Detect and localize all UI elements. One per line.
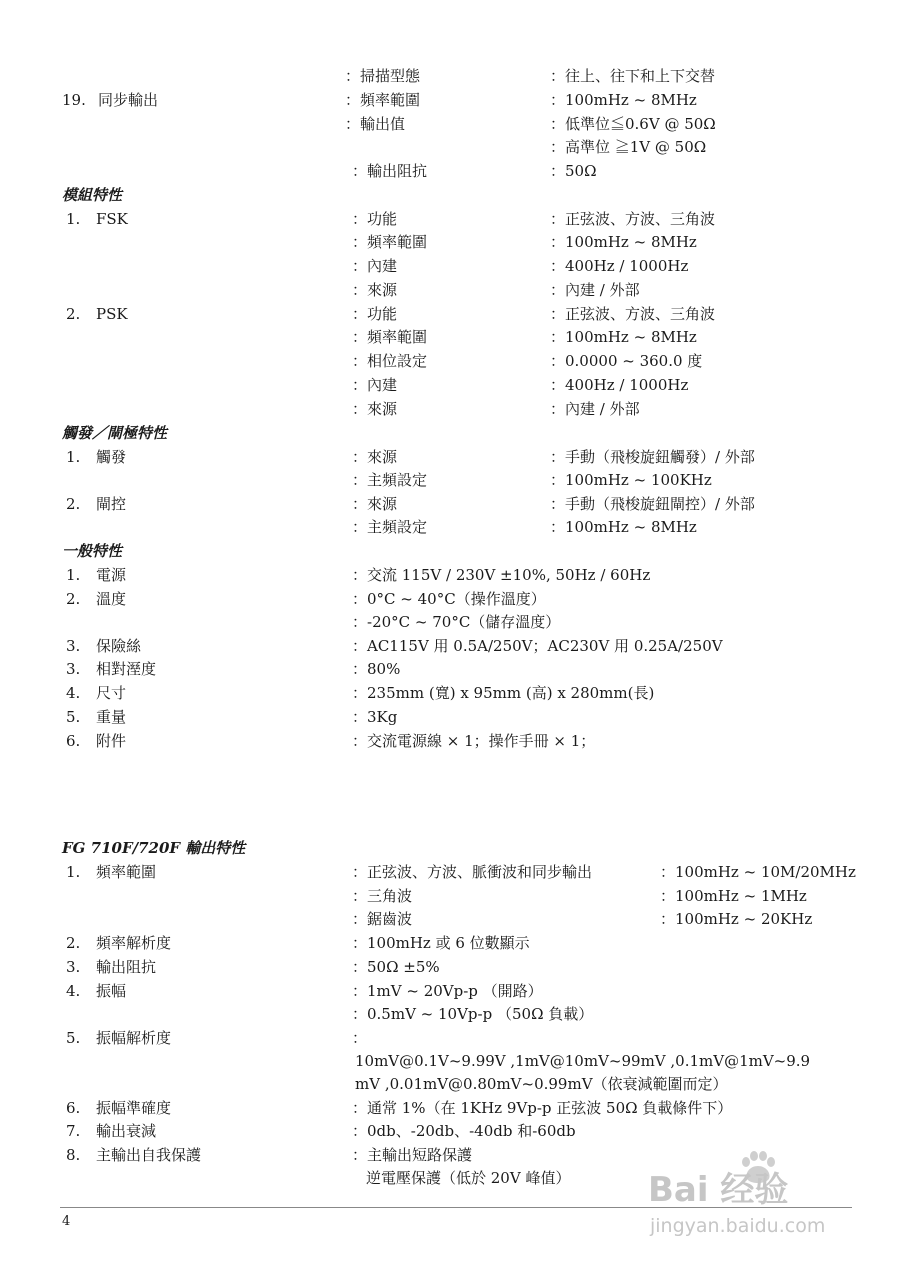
spec-value: ：3Kg xyxy=(352,708,398,726)
spec-value: ：內建 / 外部 xyxy=(550,400,640,418)
item-number: 1. xyxy=(66,566,81,584)
item-number: 4. xyxy=(66,982,81,1000)
spec-key: ：正弦波、方波、脈衝波和同步輸出 xyxy=(352,863,593,881)
item-number: 6. xyxy=(66,1099,81,1117)
item-name: 尺寸 xyxy=(96,684,127,702)
item-number: 2. xyxy=(66,590,81,608)
item-name: FSK xyxy=(96,210,128,228)
item-name: 頻率解析度 xyxy=(96,934,172,952)
item-number: 5. xyxy=(66,708,81,726)
item-name: 閘控 xyxy=(96,495,127,513)
spec-value: ：往上、往下和上下交替 xyxy=(550,67,716,85)
spec-value: ：100mHz ~ 1MHz xyxy=(660,887,807,905)
spec-value: ：100mHz ~ 8MHz xyxy=(550,328,697,346)
spec-value: ：100mHz ~ 100KHz xyxy=(550,471,712,489)
spec-value: ：正弦波、方波、三角波 xyxy=(550,305,716,323)
spec-value: ：交流電源線 × 1；操作手冊 × 1； xyxy=(352,732,596,750)
item-name: 附件 xyxy=(96,732,127,750)
item-name: 保險絲 xyxy=(96,637,142,655)
item-name: 振幅 xyxy=(96,982,127,1000)
spec-value: ：高準位 ≧1V @ 50Ω xyxy=(550,138,707,156)
item-name: 同步輸出 xyxy=(98,91,159,109)
spec-key: ：主頻設定 xyxy=(352,471,428,489)
spec-key: ：來源 xyxy=(352,495,398,513)
spec-value: ：主輸出短路保護 xyxy=(352,1146,473,1164)
item-name: 輸出衰減 xyxy=(96,1122,157,1140)
spec-key: ：三角波 xyxy=(352,887,413,905)
spec-value: ：100mHz ~ 8MHz xyxy=(550,233,697,251)
item-name: 電源 xyxy=(96,566,127,584)
spec-value: ：手動（飛梭旋鈕觸發）/ 外部 xyxy=(550,448,755,466)
spec-key: ：掃描型態 xyxy=(345,67,421,85)
spec-key: ：相位設定 xyxy=(352,352,428,370)
spec-value: ：1mV ~ 20Vp-p （開路） xyxy=(352,982,543,1000)
item-name: 觸發 xyxy=(96,448,127,466)
item-name: PSK xyxy=(96,305,128,323)
item-number: 3. xyxy=(66,958,81,976)
spec-colon: ： xyxy=(352,1029,368,1047)
spec-key: ：內建 xyxy=(352,257,398,275)
section-heading: 模組特性 xyxy=(62,186,123,204)
spec-key: ：來源 xyxy=(352,400,398,418)
item-name: 頻率範圍 xyxy=(96,863,157,881)
spec-value: ：交流 115V / 230V ±10%, 50Hz / 60Hz xyxy=(352,566,651,584)
item-number: 19. xyxy=(62,91,86,109)
spec-value: ：100mHz ~ 10M/20MHz xyxy=(660,863,856,881)
item-number: 2. xyxy=(66,495,81,513)
spec-value: ：100mHz ~ 8MHz xyxy=(550,91,697,109)
item-number: 2. xyxy=(66,305,81,323)
item-name: 輸出阻抗 xyxy=(96,958,157,976)
item-number: 6. xyxy=(66,732,81,750)
spec-value: ：50Ω ±5% xyxy=(352,958,440,976)
spec-value: ：內建 / 外部 xyxy=(550,281,640,299)
item-number: 2. xyxy=(66,934,81,952)
item-number: 4. xyxy=(66,684,81,702)
section-heading: 一般特性 xyxy=(62,542,123,560)
spec-key: ：頻率範圍 xyxy=(352,233,428,251)
spec-value: ：235mm (寬) x 95mm (高) x 280mm(長) xyxy=(352,684,655,702)
spec-value: ：50Ω xyxy=(550,162,597,180)
spec-value: ：0°C ~ 40°C（操作溫度） xyxy=(352,590,546,608)
spec-value: ：400Hz / 1000Hz xyxy=(550,257,689,275)
item-number: 8. xyxy=(66,1146,81,1164)
spec-value: 10mV@0.1V~9.99V ,1mV@10mV~99mV ,0.1mV@1mV~9.9 xyxy=(355,1052,811,1070)
spec-value: ：正弦波、方波、三角波 xyxy=(550,210,716,228)
spec-value: ：AC115V 用 0.5A/250V；AC230V 用 0.25A/250V xyxy=(352,637,723,655)
spec-value: ：0.0000 ~ 360.0 度 xyxy=(550,352,703,370)
item-number: 7. xyxy=(66,1122,81,1140)
spec-key: ：主頻設定 xyxy=(352,518,428,536)
spec-key: ：鋸齒波 xyxy=(352,910,413,928)
spec-value: ：400Hz / 1000Hz xyxy=(550,376,689,394)
spec-value: ：100mHz ~ 8MHz xyxy=(550,518,697,536)
item-number: 1. xyxy=(66,210,81,228)
item-name: 溫度 xyxy=(96,590,127,608)
spec-value: ：通常 1%（在 1KHz 9Vp-p 正弦波 50Ω 負載條件下） xyxy=(352,1099,733,1117)
spec-key: ：功能 xyxy=(352,305,398,323)
item-number: 1. xyxy=(66,863,81,881)
spec-key: ：輸出阻抗 xyxy=(352,162,428,180)
section-heading: FG 710F/720F 輸出特性 xyxy=(62,839,246,857)
item-number: 5. xyxy=(66,1029,81,1047)
item-number: 3. xyxy=(66,660,81,678)
item-name: 主輸出自我保護 xyxy=(96,1146,202,1164)
page-number: 4 xyxy=(62,1214,71,1229)
item-number: 3. xyxy=(66,637,81,655)
item-name: 振幅解析度 xyxy=(96,1029,172,1047)
spec-value: ：低準位≦0.6V @ 50Ω xyxy=(550,115,716,133)
item-name: 重量 xyxy=(96,708,127,726)
spec-key: ：內建 xyxy=(352,376,398,394)
spec-value: ：0.5mV ~ 10Vp-p （50Ω 負載） xyxy=(352,1005,594,1023)
spec-key: ：功能 xyxy=(352,210,398,228)
spec-value: 逆電壓保護（低於 20V 峰值） xyxy=(366,1169,571,1187)
spec-value: ：100mHz 或 6 位數顯示 xyxy=(352,934,530,952)
watermark-brand: Bai 经验 xyxy=(648,1170,789,1210)
spec-value: mV ,0.01mV@0.80mV~0.99mV（依衰減範圍而定） xyxy=(355,1075,728,1093)
spec-key: ：頻率範圍 xyxy=(352,328,428,346)
item-name: 振幅準確度 xyxy=(96,1099,172,1117)
spec-key: ：來源 xyxy=(352,281,398,299)
spec-value: ：0db、-20db、-40db 和-60db xyxy=(352,1122,576,1140)
spec-key: ：輸出值 xyxy=(345,115,406,133)
spec-value: ：80% xyxy=(352,660,401,678)
watermark-url: jingyan.baidu.com xyxy=(650,1215,826,1237)
spec-value: ：100mHz ~ 20KHz xyxy=(660,910,813,928)
spec-key: ：頻率範圍 xyxy=(345,91,421,109)
spec-key: ：來源 xyxy=(352,448,398,466)
section-heading: 觸發／閘極特性 xyxy=(62,424,168,442)
spec-value: ：-20°C ~ 70°C（儲存溫度） xyxy=(352,613,561,631)
item-name: 相對溼度 xyxy=(96,660,157,678)
item-number: 1. xyxy=(66,448,81,466)
spec-value: ：手動（飛梭旋鈕閘控）/ 外部 xyxy=(550,495,755,513)
